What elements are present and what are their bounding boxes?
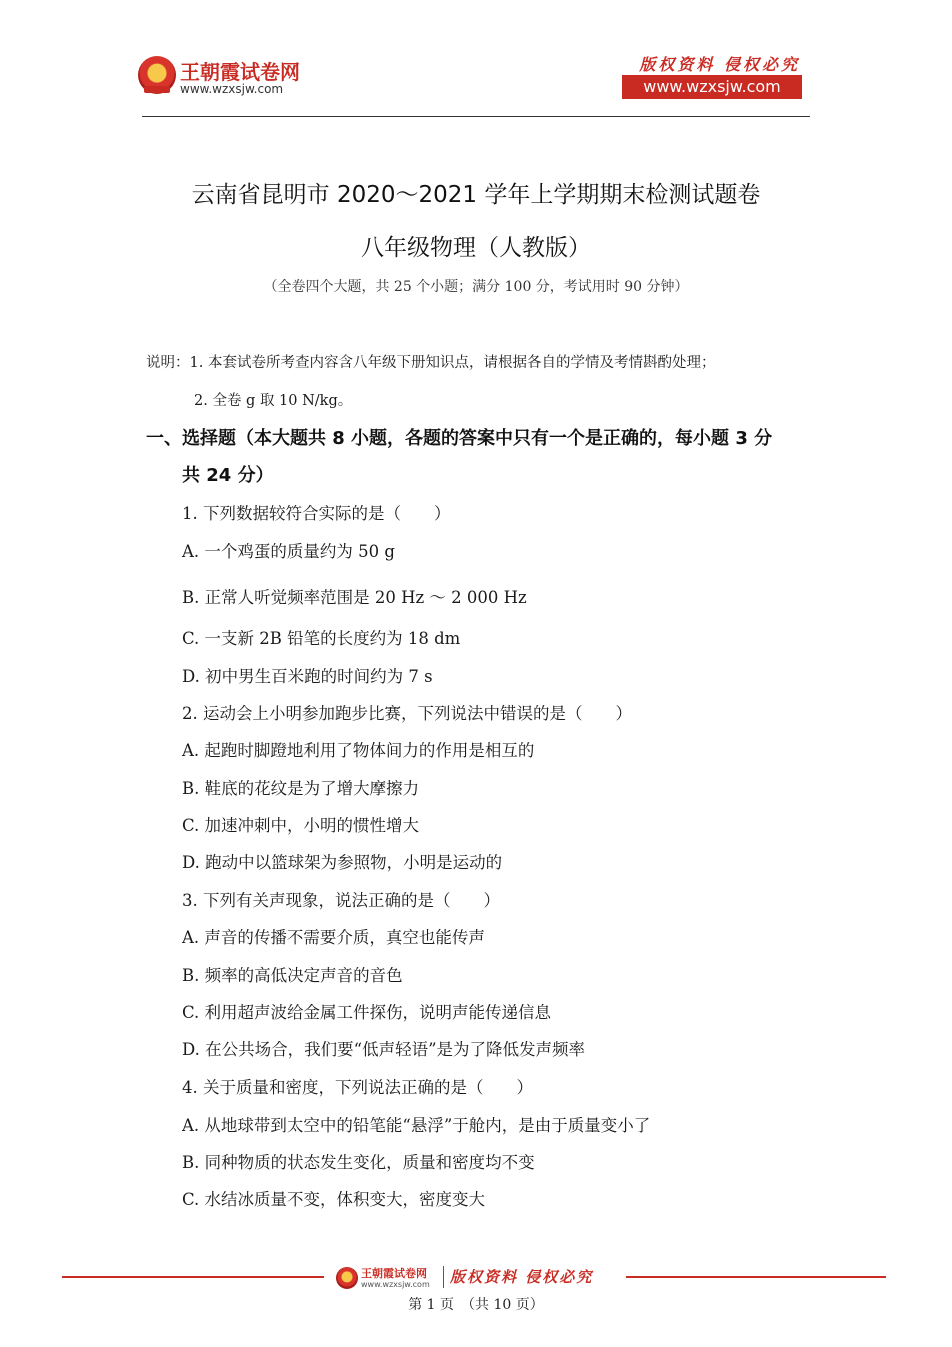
footer-logo-name: 王朝霞试卷网	[361, 1267, 427, 1280]
question-stem: 1. 下列数据较符合实际的是（ ）	[182, 504, 451, 523]
answer-option: B. 同种物质的状态发生变化，质量和密度均不变	[182, 1153, 535, 1172]
instruction-line-1: 说明：1. 本套试卷所考查内容含八年级下册知识点，请根据各自的学情及考情斟酌处理；	[146, 355, 716, 371]
header-slogan: 版权资料 侵权必究	[639, 55, 800, 74]
answer-option: C. 加速冲刺中，小明的惯性增大	[182, 816, 420, 835]
question-stem: 4. 关于质量和密度，下列说法正确的是（ ）	[182, 1078, 533, 1097]
instruction-line-2: 2. 全卷 g 取 10 N/kg。	[194, 393, 353, 409]
page-number: 第 1 页 （共 10 页）	[408, 1297, 544, 1313]
answer-option: D. 跑动中以篮球架为参照物，小明是运动的	[182, 853, 503, 872]
answer-option: B. 鞋底的花纹是为了增大摩擦力	[182, 779, 420, 798]
answer-option: A. 起跑时脚蹬地利用了物体间力的作用是相互的	[182, 741, 535, 760]
answer-option: D. 在公共场合，我们要“低声轻语”是为了降低发声频率	[182, 1040, 586, 1059]
exam-subtitle: 八年级物理（人教版）	[361, 235, 591, 261]
footer-logo	[336, 1264, 446, 1296]
footer-divider	[443, 1266, 444, 1288]
footer-logo-url: www.wzxsjw.com	[361, 1280, 430, 1289]
question-stem: 3. 下列有关声现象，说法正确的是（ ）	[182, 891, 500, 910]
footer-logo-emblem-icon	[336, 1267, 358, 1289]
header-url-banner: www.wzxsjw.com	[622, 75, 802, 99]
logo-url: www.wzxsjw.com	[180, 82, 284, 96]
answer-option: C. 一支新 2B 铅笔的长度约为 18 dm	[182, 629, 461, 648]
exam-title: 云南省昆明市 2020～2021 学年上学期期末检测试题卷	[191, 182, 761, 208]
answer-option: D. 初中男生百米跑的时间约为 7 s	[182, 667, 433, 686]
answer-option: A. 一个鸡蛋的质量约为 50 g	[182, 542, 395, 561]
answer-option: C. 利用超声波给金属工件探伤，说明声能传递信息	[182, 1003, 552, 1022]
section-heading-cont: 共 24 分）	[182, 465, 274, 486]
site-logo	[138, 52, 338, 102]
section-heading: 一、选择题（本大题共 8 小题，各题的答案中只有一个是正确的，每小题 3 分	[146, 428, 773, 449]
answer-option: B. 频率的高低决定声音的音色	[182, 966, 403, 985]
logo-emblem-icon	[138, 56, 176, 94]
answer-option: B. 正常人听觉频率范围是 20 Hz ～ 2 000 Hz	[182, 588, 527, 607]
answer-option: C. 水结冰质量不变，体积变大，密度变大	[182, 1190, 486, 1209]
footer-rule-right	[626, 1276, 886, 1278]
answer-option: A. 声音的传播不需要介质，真空也能传声	[182, 928, 485, 947]
footer-slogan: 版权资料 侵权必究	[450, 1268, 594, 1286]
exam-note: （全卷四个大题，共 25 个小题；满分 100 分，考试用时 90 分钟）	[263, 279, 689, 295]
question-stem: 2. 运动会上小明参加跑步比赛，下列说法中错误的是（ ）	[182, 704, 632, 723]
answer-option: A. 从地球带到太空中的铅笔能“悬浮”于舱内，是由于质量变小了	[182, 1116, 651, 1135]
footer-rule-left	[62, 1276, 324, 1278]
logo-name: 王朝霞试卷网	[180, 60, 300, 84]
header-divider	[142, 116, 810, 117]
